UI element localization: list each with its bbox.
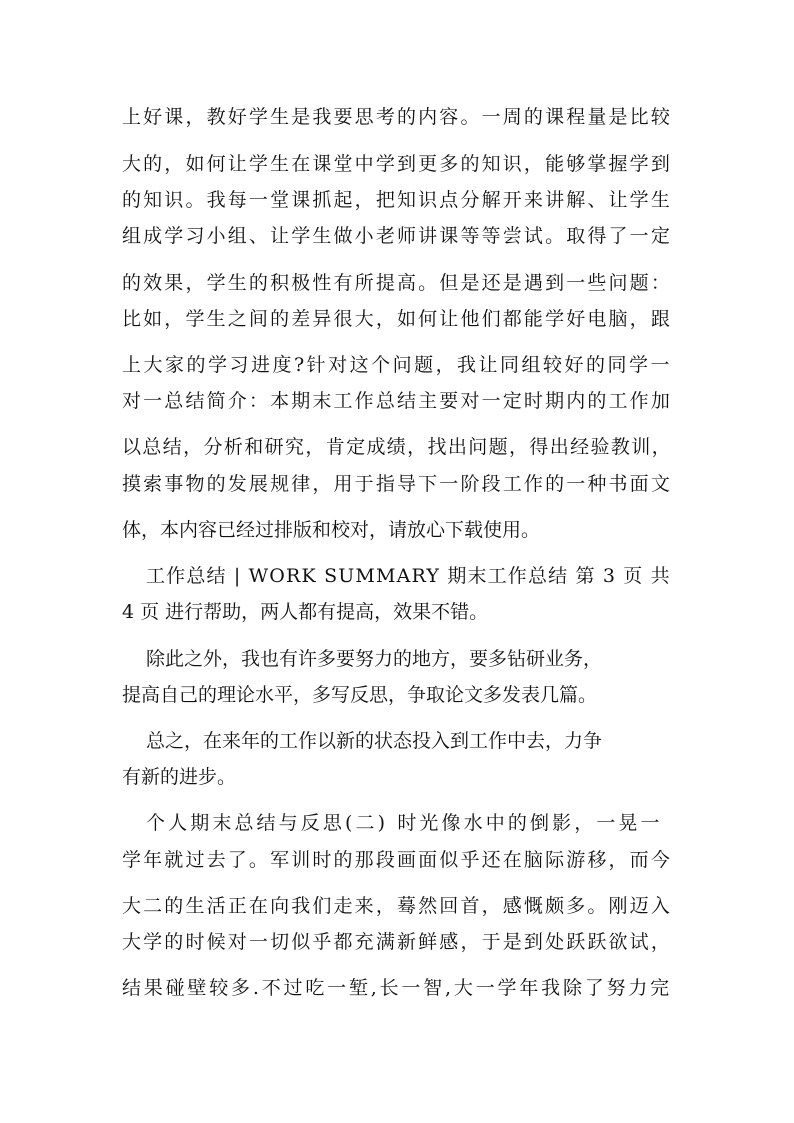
line-text: 结果碰壁较多.不过吃一堑,长一智,大一学年我除了努力完 xyxy=(122,977,672,999)
text-line xyxy=(0,180,794,220)
line-text: 工作总结 | WORK SUMMARY 期末工作总结 第 3 页 共 xyxy=(146,565,671,587)
line-text: 以总结，分析和研究，肯定成绩，找出问题，得出经验教训， xyxy=(122,436,672,458)
text-line xyxy=(0,263,794,303)
running-footer xyxy=(0,556,794,596)
text-line xyxy=(0,345,794,385)
line-text: 大二的生活正在向我们走来，蓦然回首，感慨颇多。刚迈入 xyxy=(122,895,672,917)
text-line xyxy=(0,639,794,679)
line-text: 学年就过去了。军训时的那段画面似乎还在脑际游移，而今 xyxy=(122,849,672,871)
line-text: 的效果，学生的积极性有所提高。但是还是遇到一些问题： xyxy=(122,272,672,294)
text-line xyxy=(0,97,794,137)
text-line xyxy=(0,675,794,715)
section-heading-line xyxy=(0,803,794,843)
text-line xyxy=(0,510,794,550)
line-text: 除此之外，我也有许多要努力的地方，要多钻研业务， xyxy=(146,648,603,670)
text-line xyxy=(0,464,794,504)
text-line xyxy=(0,886,794,926)
line-text: 大学的时候对一切似乎都充满新鲜感，于是到处跃跃欲试， xyxy=(122,931,672,953)
text-line xyxy=(0,381,794,421)
line-text: 体，本内容已经过排版和校对，请放心下载使用。 xyxy=(122,519,541,541)
line-text: 上大家的学习进度?针对这个问题，我让同组较好的同学一 xyxy=(122,354,672,376)
text-line xyxy=(0,757,794,797)
line-text: 的知识。我每一堂课抓起，把知识点分解开来讲解、让学生 xyxy=(122,189,672,211)
line-text: 有新的进步。 xyxy=(122,766,237,788)
line-text: 比如，学生之间的差异很大，如何让他们都能学好电脑，跟 xyxy=(122,308,672,330)
text-line xyxy=(0,144,794,184)
text-line xyxy=(0,427,794,467)
line-text: 对一总结简介：本期末工作总结主要对一定时期内的工作加 xyxy=(122,390,672,412)
text-line xyxy=(0,592,794,632)
text-line xyxy=(0,968,794,1008)
text-line xyxy=(0,299,794,339)
line-text: 提高自己的理论水平，多写反思，争取论文多发表几篇。 xyxy=(122,684,598,706)
text-line xyxy=(0,216,794,256)
line-text: 总之，在来年的工作以新的状态投入到工作中去，力争 xyxy=(146,730,603,752)
line-text: 4 页 进行帮助，两人都有提高，效果不错。 xyxy=(122,601,489,623)
line-text: 组成学习小组、让学生做小老师讲课等等尝试。取得了一定 xyxy=(122,225,672,247)
line-text: 个人期末总结与反思(二) 时光像水中的倒影，一晃一 xyxy=(146,812,663,834)
line-text: 上好课，教好学生是我要思考的内容。一周的课程量是比较 xyxy=(122,106,672,128)
line-text: 大的，如何让学生在课堂中学到更多的知识，能够掌握学到 xyxy=(122,153,672,175)
line-text: 摸索事物的发展规律，用于指导下一阶段工作的一种书面文 xyxy=(122,473,672,495)
text-line xyxy=(0,840,794,880)
text-line xyxy=(0,721,794,761)
text-line xyxy=(0,922,794,962)
